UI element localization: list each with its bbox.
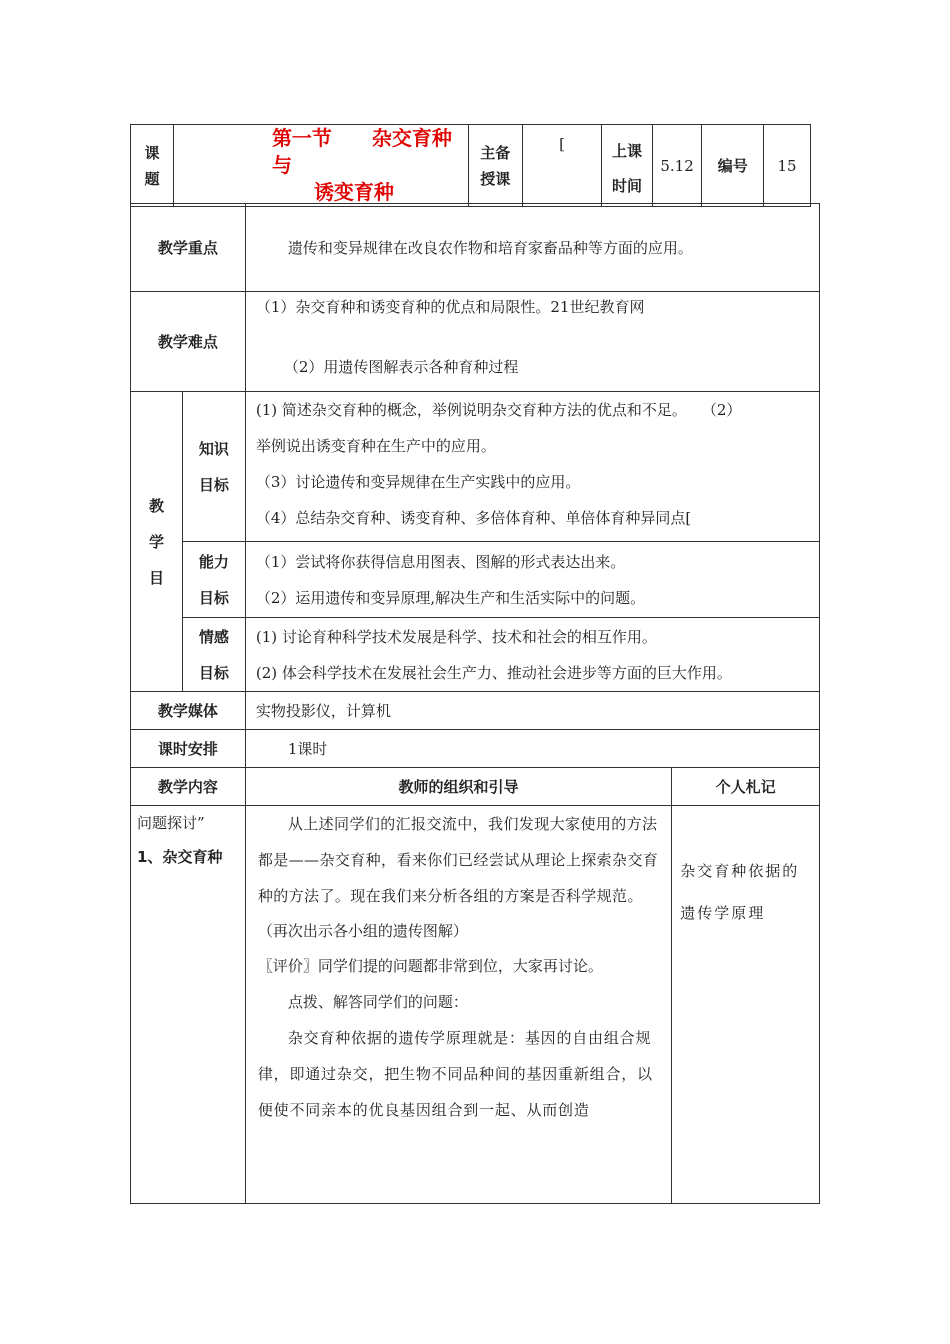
key-points-label: 教学重点 <box>131 204 246 292</box>
number-label: 编号 <box>702 125 764 207</box>
column-header-guidance: 教师的组织和引导 <box>245 768 671 806</box>
knowledge-objectives <box>245 392 819 542</box>
column-header-notes: 个人札记 <box>672 768 820 806</box>
objectives-label-char: 教 <box>148 496 164 515</box>
knowledge-item: 举例说出诱变育种在生产中的应用。 <box>255 437 496 455</box>
objectives-label-char: 目 <box>148 568 164 587</box>
lesson-plan-table <box>130 203 820 1204</box>
lesson-label: 课 <box>144 143 160 162</box>
time-label: 上课 <box>611 141 642 160</box>
content-cell <box>131 806 246 1204</box>
time-value: 5.12 <box>652 125 702 207</box>
guidance-cell <box>245 806 671 1204</box>
column-header-content: 教学内容 <box>131 768 246 806</box>
difficulties-label: 教学难点 <box>131 292 246 392</box>
emotion-label-text: 目标 <box>198 663 229 682</box>
difficulty-item: （1）杂交育种和诱变育种的优点和局限性。21世纪教育网 <box>255 298 645 316</box>
lesson-title-line2: 诱变育种 <box>313 180 394 204</box>
knowledge-label-text: 目标 <box>198 475 229 494</box>
emotion-label-text: 情感 <box>198 627 229 646</box>
preparer-value: [ <box>522 125 601 207</box>
content-item: 问题探讨” <box>137 814 205 832</box>
preparer-label-cell <box>468 125 522 207</box>
ability-item: （2）运用遗传和变异原理,解决生产和生活实际中的问题。 <box>255 588 646 607</box>
knowledge-item: （3）讨论遗传和变异规律在生产实践中的应用。 <box>255 473 581 491</box>
emotion-item: (2) 体会科学技术在发展社会生产力、推动社会进步等方面的巨大作用。 <box>255 663 732 682</box>
notes-cell: 杂交育种依据的遗传学原理 <box>672 806 820 1204</box>
lesson-title-cell <box>173 125 468 207</box>
schedule-label: 课时安排 <box>131 730 246 768</box>
ability-item: （1）尝试将你获得信息用图表、图解的形式表达出来。 <box>255 552 626 571</box>
guidance-paragraph: 〖评价〗同学们提的问题都非常到位，大家再讨论。 <box>257 957 603 975</box>
preparer-label: 主备 <box>480 143 511 162</box>
guidance-paragraph: 点拨、解答同学们的问题： <box>287 993 468 1011</box>
ability-label <box>182 542 245 618</box>
ability-objectives <box>245 542 819 618</box>
media-label: 教学媒体 <box>131 692 246 730</box>
time-label-cell <box>602 125 652 207</box>
media-value: 实物投影仪，计算机 <box>245 692 819 730</box>
lesson-label-cell <box>131 125 174 207</box>
knowledge-item: （4）总结杂交育种、诱变育种、多倍体育种、单倍体育种异同点[ <box>255 509 692 527</box>
time-label: 时间 <box>611 176 642 195</box>
emotion-label <box>182 618 245 692</box>
objectives-label-char: 学 <box>148 532 164 551</box>
knowledge-label-text: 知识 <box>198 439 229 458</box>
schedule-value: 1课时 <box>245 730 819 768</box>
preparer-label: 授课 <box>480 169 511 188</box>
emotion-objectives <box>245 618 819 692</box>
guidance-paragraph: （再次出示各小组的遗传图解） <box>257 922 468 940</box>
ability-label-text: 目标 <box>198 588 229 607</box>
emotion-item: (1) 讨论育种科学技术发展是科学、技术和社会的相互作用。 <box>255 627 657 646</box>
content-item: 1、杂交育种 <box>137 848 223 866</box>
lesson-label: 题 <box>144 169 160 188</box>
guidance-paragraph: 杂交育种依据的遗传学原理就是：基因的自由组合规律，即通过杂交，把生物不同品种间的基因重新组合，以便使不同亲本的优良基因组合到一起、从而创造 <box>257 1029 653 1119</box>
knowledge-label <box>182 392 245 542</box>
guidance-paragraph: 从上述同学们的汇报交流中，我们发现大家使用的方法都是——杂交育种，看来你们已经尝试从理论上探索杂交育种的方法了。现在我们来分析各组的方案是否科学规范。 <box>257 815 659 905</box>
number-value: 15 <box>763 125 810 207</box>
lesson-header-table <box>130 124 811 207</box>
ability-label-text: 能力 <box>198 552 229 571</box>
objectives-label <box>131 392 183 692</box>
difficulties-cell <box>245 292 819 392</box>
knowledge-item: (1) 简述杂交育种的概念，举例说明杂交育种方法的优点和不足。 （2） <box>255 401 742 419</box>
difficulty-item: （2）用遗传图解表示各种育种过程 <box>283 358 519 376</box>
lesson-title-line1: 第一节 杂交育种与 <box>271 126 452 177</box>
key-points-text: 遗传和变异规律在改良农作物和培育家畜品种等方面的应用。 <box>245 204 819 292</box>
